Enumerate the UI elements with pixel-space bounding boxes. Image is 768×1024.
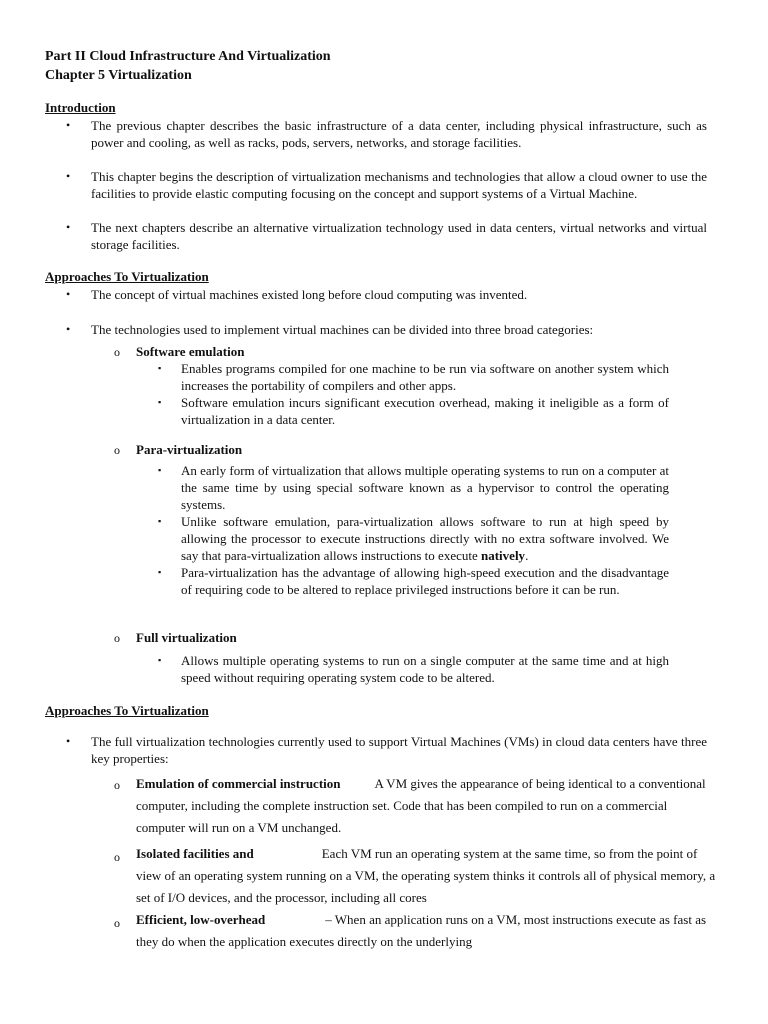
full-virtualization-point-1: Allows multiple operating systems to run on a single computer at the same time and at high speed without requiring operating system code to be altered. (181, 653, 669, 685)
property-efficient-title: Efficient, low-overhead (136, 912, 266, 927)
bullet-dot-icon: • (66, 287, 71, 301)
approaches-heading-2: Approaches To Virtualization (45, 703, 209, 718)
property-emulation-text: A VM gives the appearance of being identical to a conventional computer, including the complete instruction set. Code that has been compiled to run on a commercial computer will run on a VM unchanged. (136, 776, 706, 835)
property-isolated-text: Each VM run an operating system at the same time, so from the point of view of an operating system running on a VM, the operating system thinks it controls all of physical memory, a set of I/O devices, and the processor, including all cores (136, 846, 716, 905)
intro-heading: Introduction (45, 100, 116, 115)
property-isolated (136, 843, 716, 909)
intro-bullet-2: This chapter begins the description of virtualization mechanisms and technologies that allow a cloud owner to use the facilities to provide elastic computing focusing on the concept and support systems of a Virtual Machine. (91, 169, 707, 201)
circle-bullet-icon: o (114, 631, 120, 645)
circle-bullet-icon: o (114, 443, 120, 457)
software-emulation-point-2: Software emulation incurs significant execution overhead, making it ineligible as a form of virtualization in a data center. (181, 395, 669, 427)
circle-bullet-icon: o (114, 778, 120, 792)
software-emulation-title: Software emulation (136, 344, 245, 359)
square-bullet-icon: ▪ (158, 516, 162, 526)
bullet-dot-icon: • (66, 734, 71, 748)
circle-bullet-icon: o (114, 916, 120, 930)
para-virtualization-point-2 (181, 513, 669, 564)
software-emulation-point-1: Enables programs compiled for one machine to be run via software on another system which increases the portability of compilers and other apps. (181, 361, 669, 393)
square-bullet-icon: ▪ (158, 465, 162, 475)
square-bullet-icon: ▪ (158, 363, 162, 373)
para-virtualization-title: Para-virtualization (136, 442, 243, 457)
natively-emphasis: natively (481, 548, 526, 563)
bullet-dot-icon: • (66, 118, 71, 132)
property-efficient (136, 909, 716, 953)
intro-bullet-1: The previous chapter describes the basic infrastructure of a data center, including physical infrastructure, such as power and cooling, as well as racks, pods, servers, networks, and storage facilities. (91, 118, 707, 150)
para-point-2-text: Unlike software emulation, para-virtualization allows software to run at high speed by allowing the processor to execute instructions directly with no extra software involved. We say that para-virtualization allows instructions to execute (181, 514, 669, 563)
approaches-bullet-2: The technologies used to implement virtual machines can be divided into three broad categories: (91, 322, 594, 337)
bullet-dot-icon: • (66, 169, 71, 183)
property-emulation-title: Emulation of commercial instruction (136, 776, 341, 791)
property-emulation (136, 773, 716, 839)
circle-bullet-icon: o (114, 345, 120, 359)
circle-bullet-icon: o (114, 850, 120, 864)
para-virtualization-point-1: An early form of virtualization that allows multiple operating systems to run on a computer at the same time by using special software known as a hypervisor to control the operating systems. (181, 463, 669, 512)
square-bullet-icon: ▪ (158, 397, 162, 407)
approaches-bullet-1: The concept of virtual machines existed long before cloud computing was invented. (91, 287, 528, 302)
square-bullet-icon: ▪ (158, 655, 162, 665)
bullet-dot-icon: • (66, 220, 71, 234)
property-isolated-title: Isolated facilities and (136, 846, 254, 861)
part-title: Part II Cloud Infrastructure And Virtualization (45, 49, 331, 64)
square-bullet-icon: ▪ (158, 567, 162, 577)
full-virtualization-title: Full virtualization (136, 630, 237, 645)
approaches2-bullet: The full virtualization technologies currently used to support Virtual Machines (VMs) in cloud data centers have three key properties: (91, 734, 707, 766)
para-virtualization-point-3: Para-virtualization has the advantage of allowing high-speed execution and the disadvantage of requiring code to be altered to replace privileged instructions before it can be run. (181, 565, 669, 597)
para-point-2-end: . (525, 548, 529, 563)
intro-bullet-3: The next chapters describe an alternative virtualization technology used in data centers, virtual networks and virtual storage facilities. (91, 220, 707, 252)
property-efficient-text: – When an application runs on a VM, most instructions execute as fast as they do when the application executes directly on the underlying (136, 912, 707, 949)
approaches-heading-1: Approaches To Virtualization (45, 269, 209, 284)
bullet-dot-icon: • (66, 322, 71, 336)
chapter-title: Chapter 5 Virtualization (45, 68, 192, 83)
